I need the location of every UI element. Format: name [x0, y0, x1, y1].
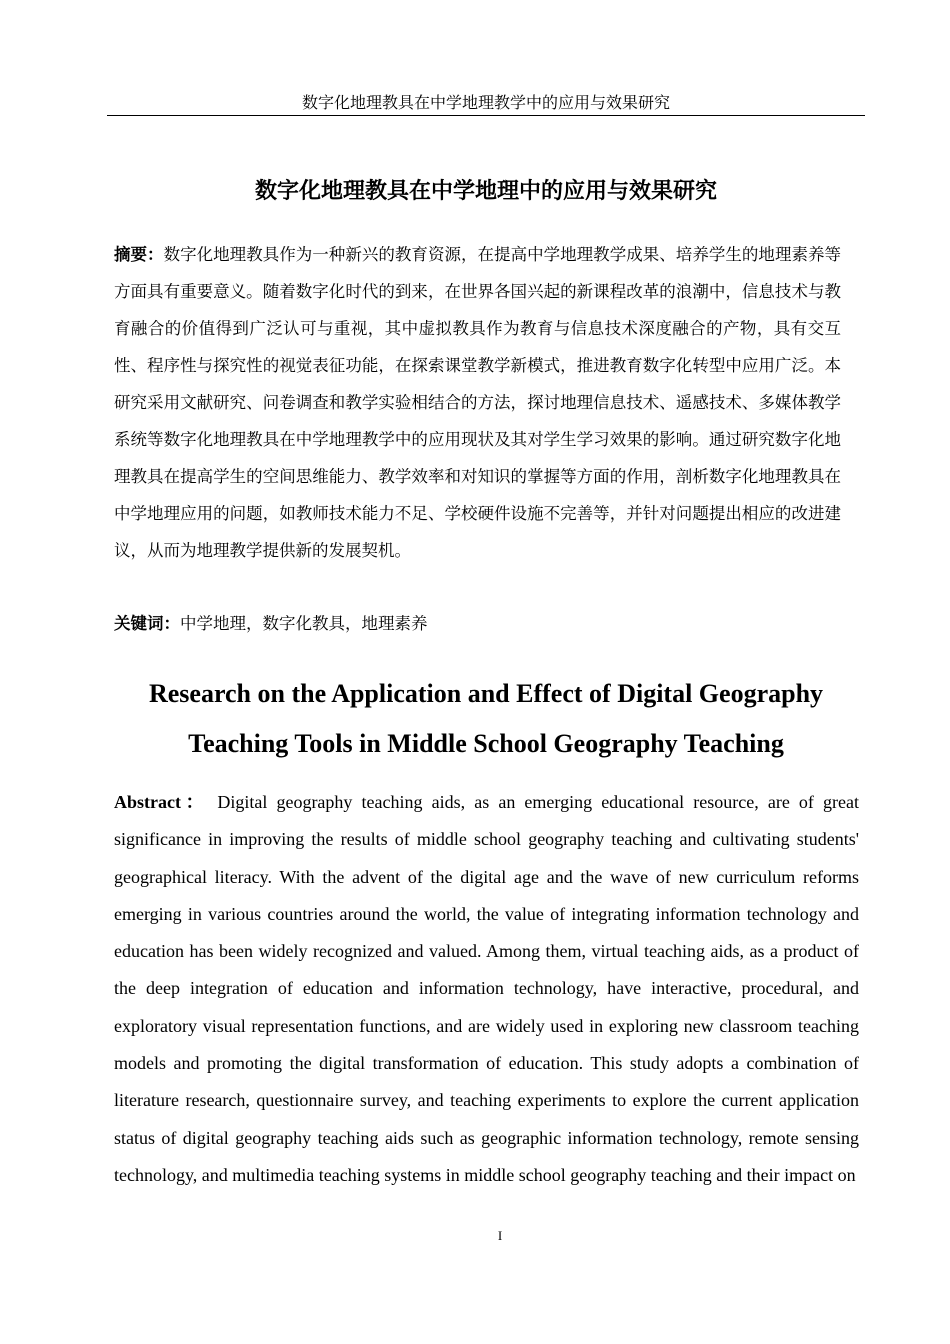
chinese-abstract-text: 数字化地理教具作为一种新兴的教育资源，在提高中学地理教学成果、培养学生的地理素养等方面具有重要意义。随着数字化时代的到来，在世界各国兴起的新课程改革的浪潮中，信息技术与教育融合的价值得到广泛认可与重视，其中虚拟教具作为教育与信息技术深度融合的产物，具有交互性、程序性与探究性的视觉表征功能，在探索课堂教学新模式，推进教育数字化转型中应用广泛。本研究采用文献研究、问卷调查和教学实验相结合的方法，探讨地理信息技术、遥感技术、多媒体教学系统等数字化地理教具在中学地理教学中的应用现状及其对学生学习效果的影响。通过研究数字化地理教具在提高学生的空间思维能力、教学效率和对知识的掌握等方面的作用，剖析数字化地理教具在中学地理应用的问题，如教师技术能力不足、学校硬件设施不完善等，并针对问题提出相应的改进建议，从而为地理教学提供新的发展契机。 [114, 245, 842, 560]
english-title [107, 669, 865, 769]
chinese-title: 数字化地理教具在中学地理中的应用与效果研究 [254, 179, 717, 204]
chinese-keywords-text: 中学地理，数字化教具，地理素养 [180, 614, 428, 633]
english-abstract-text: Digital geography teaching aids, as an emerging educational resource, are of great significance in improving the results of middle school geography teaching and cultivating students' geographical literacy. With the advent of the digital age and the wave of new curriculum reforms emerging in various countries around the world, the value of integrating information technology and education has been widely recognized and valued. Among them, virtual teaching aids, as a product of the deep integration of education and information technology, have interactive, procedural, and exploratory visual representation functions, and are widely used in exploring new classroom teaching models and promoting the digital transformation of education. This study adopts a combination of literature research, questionnaire survey, and teaching experiments to explore the current application status of digital geography teaching aids such as geographic information technology, remote sensing technology, and multimedia teaching systems in middle school geography teaching and their impact on [114, 792, 860, 1185]
chinese-abstract-label: 摘要： [114, 245, 164, 264]
english-title-line-2: Teaching Tools in Middle School Geography Teaching [188, 729, 784, 758]
chinese-keywords [114, 605, 841, 642]
running-header: 数字化地理教具在中学地理教学中的应用与效果研究 [107, 92, 865, 116]
english-title-line-1: Research on the Application and Effect of Digital Geography [148, 679, 824, 708]
english-abstract [114, 784, 859, 1194]
chinese-abstract [114, 236, 841, 569]
english-abstract-label: Abstract： [114, 792, 209, 812]
chinese-keywords-label: 关键词： [114, 614, 180, 633]
page-number: I [497, 1228, 503, 1243]
